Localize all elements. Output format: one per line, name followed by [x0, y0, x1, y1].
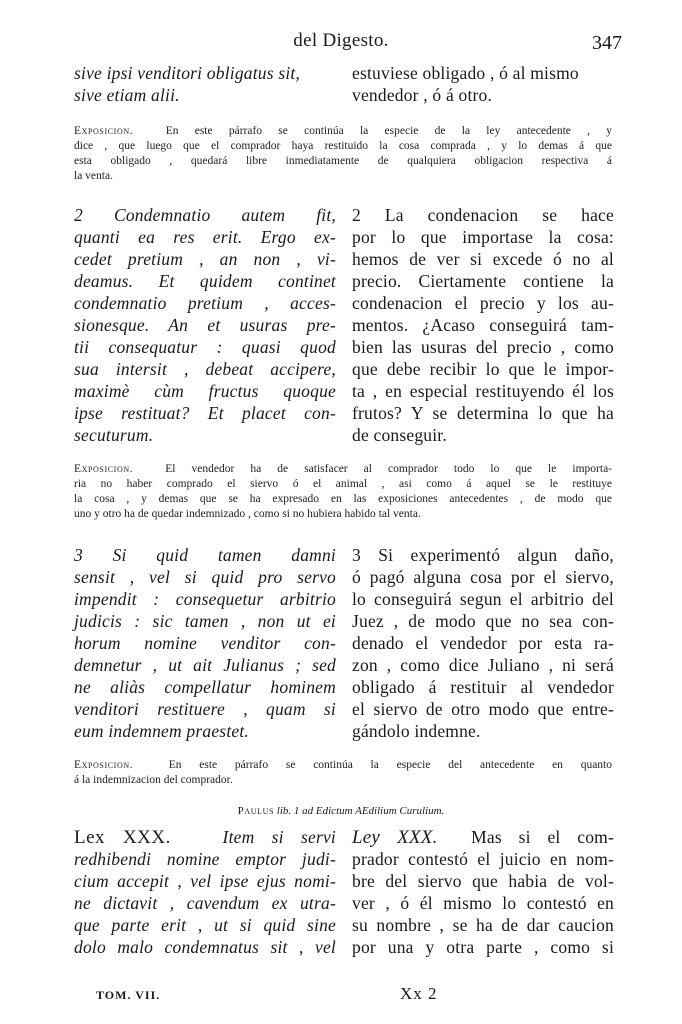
spanish-line: frutos? Y se determina lo que ha — [352, 403, 614, 423]
page-number: 347 — [592, 32, 622, 54]
lex-30-latin — [74, 826, 336, 958]
spanish-line: por una y otra parte , como si — [352, 937, 614, 957]
latin-line: condemnatio pretium , acces- — [74, 293, 336, 313]
latin-line: 2 Condemnatio autem fit, — [74, 205, 336, 225]
exposition-text: En este párrafo se continúa la especie de la ley antecedente , y — [165, 125, 613, 137]
spanish-line: prador contestó el juicio en nom- — [352, 849, 614, 869]
latin-line: demnetur , ut ait Julianus ; sed — [74, 655, 336, 675]
latin-line: impendit : consequetur arbitrio — [74, 589, 336, 609]
spanish-line: hemos de ver si excede ó no al — [352, 249, 614, 269]
exposition-label: Exposicion. — [74, 463, 134, 475]
exposition-label: Exposicion. — [74, 125, 134, 137]
source-attribution — [0, 805, 682, 817]
source-author: Paulus — [237, 805, 275, 817]
latin-line: sive etiam alii. — [74, 85, 180, 105]
volume-mark: TOM. VII. — [96, 988, 161, 1002]
spanish-line: Mas si el com- — [471, 827, 614, 847]
exposition-text: El vendedor ha de satisfacer al comprador todo lo que le importa- — [165, 463, 613, 475]
spanish-line: mentos. ¿Acaso conseguirá tam- — [352, 315, 614, 335]
exposition-text: dice , que luego que el comprador haya restituido la cosa comprada , y lo demas á que — [74, 140, 612, 152]
spanish-line: zon , como dice Juliano , ni será — [352, 655, 614, 675]
latin-line: cium accepit , vel ipse ejus nomi- — [74, 871, 336, 891]
spanish-line: su nombre , se ha de dar caucion — [352, 915, 614, 935]
latin-line: sensit , vel si quid pro servo — [74, 567, 336, 587]
latin-line: horum nomine venditor con- — [74, 633, 336, 653]
spanish-line: bien las usuras del precio , como — [352, 337, 614, 357]
spanish-line: obligado á restituir al vendedor — [352, 677, 614, 697]
exposition-1 — [74, 124, 612, 184]
spanish-line: bre del siervo que habia de vol- — [352, 871, 614, 891]
latin-line: ipse restituat? Et placet con- — [74, 403, 336, 423]
spanish-line: el siervo de otro modo que entre- — [352, 699, 614, 719]
exposition-text: ria no haber comprado el siervo ó el animal , asi como á aquel se le restituye — [74, 478, 612, 490]
running-header-title: del Digesto. — [293, 30, 389, 51]
spanish-line: denado el vendedor por esta ra- — [352, 633, 614, 653]
top-spanish-column — [352, 62, 614, 106]
latin-line: que parte erit , ut si quid sine — [74, 915, 336, 935]
section-3-latin — [74, 544, 336, 742]
latin-line: dolo malo condemnatus sit , vel — [74, 937, 336, 957]
latin-line: secuturum. — [74, 425, 154, 445]
lex-30-spanish — [352, 826, 614, 958]
latin-line: tii consequatur : quasi quod — [74, 337, 336, 357]
exposition-label: Exposicion. — [74, 759, 134, 771]
latin-line: eum indemnem praestet. — [74, 721, 249, 741]
spanish-line: gándolo indemne. — [352, 721, 481, 741]
exposition-3 — [74, 758, 612, 788]
spanish-line: 3 Si experimentó algun daño, — [352, 545, 614, 565]
spanish-line: estuviese obligado , ó al mismo — [352, 63, 579, 83]
exposition-text: En este párrafo se continúa la especie del antecedente en quanto — [168, 759, 612, 771]
top-latin-column — [74, 62, 344, 106]
exposition-text: á la indemnizacion del comprador. — [74, 774, 233, 786]
section-2-spanish — [352, 204, 614, 446]
latin-line: ne aliàs compellatur hominem — [74, 677, 336, 697]
latin-line: maximè cùm fructus quoque — [74, 381, 336, 401]
latin-line: venditori restituere , quam si — [74, 699, 336, 719]
spanish-line: ver , ó él mismo lo contestó en — [352, 893, 614, 913]
latin-line: judicis : sic tamen , non ut ei — [74, 611, 336, 631]
ley-heading: Ley XXX. — [352, 827, 438, 848]
spanish-line: ó pagó alguna cosa por el siervo, — [352, 567, 614, 587]
latin-line: sive ipsi venditori obligatus sit, — [74, 63, 301, 83]
spanish-line: vendedor , ó á otro. — [352, 85, 493, 105]
spanish-line: precio. Ciertamente contiene la — [352, 271, 614, 291]
exposition-text: la venta. — [74, 170, 113, 182]
spanish-line: por lo que importase la cosa: — [352, 227, 614, 247]
spanish-line: Juez , de modo que no sea con- — [352, 611, 614, 631]
section-2-latin — [74, 204, 336, 446]
lex-heading: Lex XXX. — [74, 827, 171, 848]
exposition-2 — [74, 462, 612, 522]
exposition-text: la cosa , y demas que se ha expresado en las exposiciones antecedentes , de modo que — [74, 493, 612, 505]
exposition-text: uno y otro ha de quedar indemnizado , como si no hubiera habido tal venta. — [74, 508, 421, 520]
spanish-line: de conseguir. — [352, 425, 447, 445]
latin-line: 3 Si quid tamen damni — [74, 545, 336, 565]
latin-line: sua intersit , debeat accipere, — [74, 359, 336, 379]
latin-line: sionesque. An et usuras pre- — [74, 315, 336, 335]
latin-line: quanti ea res erit. Ergo ex- — [74, 227, 336, 247]
latin-line: deamus. Et quidem continet — [74, 271, 336, 291]
latin-line: Item si servi — [222, 827, 336, 847]
section-3-spanish — [352, 544, 614, 742]
signature-mark: Xx 2 — [400, 984, 438, 1003]
spanish-line: condenacion el precio y los au- — [352, 293, 614, 313]
spanish-line: lo conseguirá segun el arbitrio del — [352, 589, 614, 609]
spanish-line: que debe recibir lo que le impor- — [352, 359, 614, 379]
exposition-text: esta obligado , quedará libre inmediatamente de qualquiera obligacion respectiva á — [74, 155, 612, 167]
latin-line: cedet pretium , an non , vi- — [74, 249, 336, 269]
latin-line: redhibendi nomine emptor judi- — [74, 849, 336, 869]
spanish-line: ta , en especial restituyendo él los — [352, 381, 614, 401]
latin-line: ne dictavit , cavendum ex utra- — [74, 893, 336, 913]
source-text: lib. 1 ad Edictum AEdilium Curulium. — [276, 805, 445, 817]
spanish-line: 2 La condenacion se hace — [352, 205, 614, 225]
